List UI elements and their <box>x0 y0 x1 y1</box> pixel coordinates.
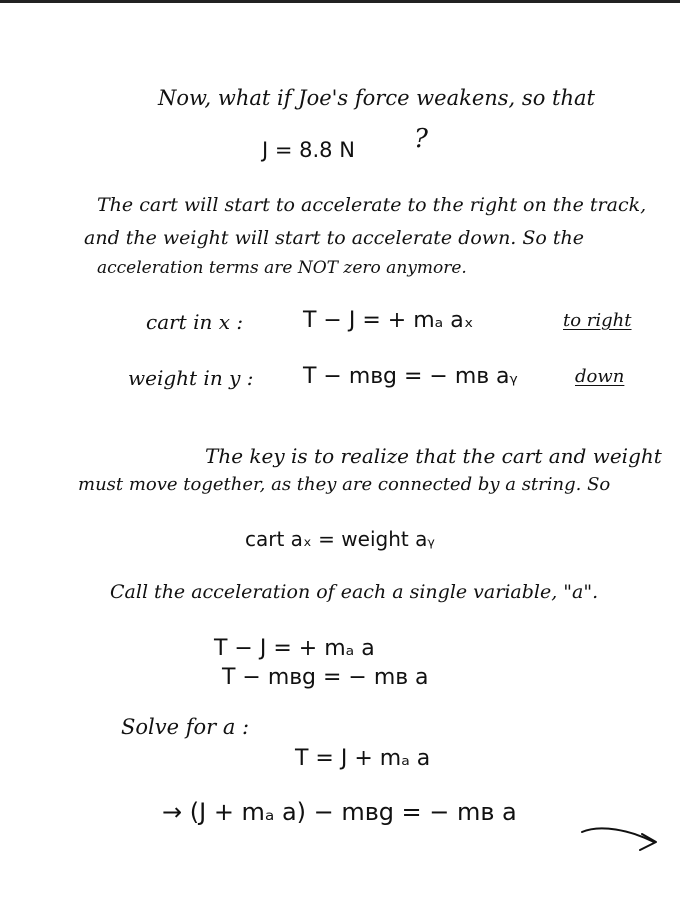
intro-line: Now, what if Joe's force weakens, so that <box>158 86 595 110</box>
question-mark: ? <box>414 124 428 154</box>
paragraph-1-line-3-text: acceleration terms are NOT zero anymore. <box>97 258 467 278</box>
j-value-equation: J = 8.8 N <box>262 138 355 162</box>
page-top-edge <box>0 0 680 3</box>
single-variable-line: Call the acceleration of each a single variable, "a". <box>110 581 599 603</box>
cart-equation: T − J = + mₐ aₓ <box>303 308 474 333</box>
continue-arrow-icon <box>580 820 664 860</box>
cart-equation-label: cart in x : <box>146 310 244 334</box>
substitution-equation <box>162 800 517 824</box>
weight-equation-label: weight in y : <box>128 366 254 390</box>
system-equation-1: T − J = + mₐ a <box>214 636 375 661</box>
solve-equation: T = J + mₐ a <box>295 746 431 771</box>
paragraph-1-line-3 <box>97 260 467 277</box>
system-equation-2: T − mʙg = − mʙ a <box>222 665 429 690</box>
implies-arrow-icon: → <box>162 798 190 826</box>
paragraph-1-line-2: and the weight will start to accelerate down. So the <box>84 227 584 249</box>
weight-equation: T − mʙg = − mʙ aᵧ <box>303 364 518 389</box>
paragraph-1-line-1: The cart will start to accelerate to the right on the track, <box>97 194 647 216</box>
paragraph-2-line-1: The key is to realize that the cart and weight <box>205 444 662 468</box>
substitution-equation-text: (J + mₐ a) − mʙg = − mʙ a <box>189 798 517 826</box>
equal-acceleration-equation: cart aₓ = weight aᵧ <box>245 527 435 551</box>
paragraph-2-line-2: must move together, as they are connected by a string. So <box>78 474 611 495</box>
cart-direction-label: to right <box>563 310 632 331</box>
solve-label: Solve for a : <box>121 715 250 739</box>
weight-direction-label: down <box>575 366 625 387</box>
